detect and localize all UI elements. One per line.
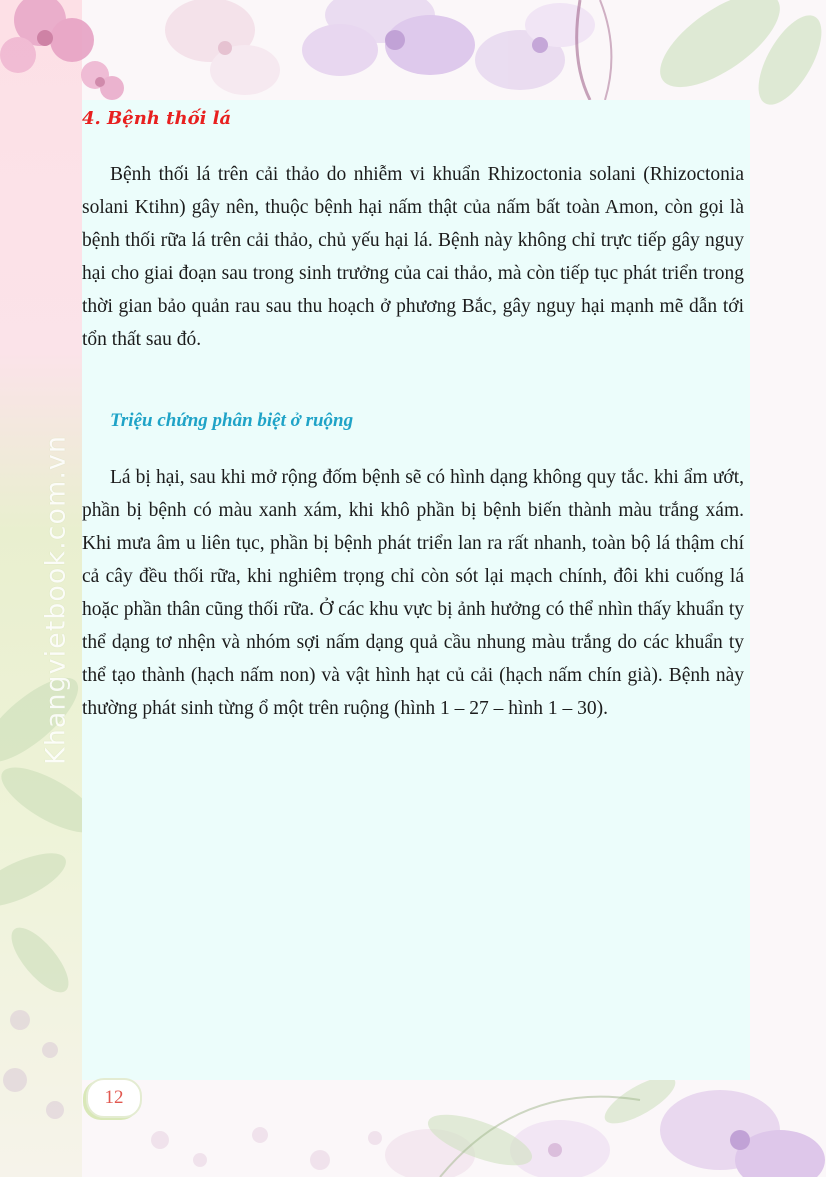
flower-top-left [0, 0, 94, 73]
watermark: Khangvietbook.com.vn [40, 434, 72, 766]
dots-left [3, 1010, 64, 1119]
paragraph-intro: Bệnh thối lá trên cải thảo do nhiễm vi khuẩn Rhizoctonia solani (Rhizoctonia solani Ktihn) gây nên, thuộc bệnh hại nấm thật của nấm bất toàn Amon, còn gọi là bệnh thối rữa lá trên cải thảo, chủ yếu hại lá. Bệnh này không chỉ trực tiếp gây nguy hại cho giai đoạn sau trong sinh trưởng của cai thảo, mà còn tiếp tục phát triển trong thời gian bảo quản rau sau thu hoạch ở phương Bắc, gây nguy hại mạnh mẽ dẫn tới tổn thất sau đó. [82, 164, 744, 350]
dots-bottom [151, 1127, 382, 1170]
flower-top-mid [165, 0, 280, 95]
flower-bottom-right [660, 1090, 825, 1177]
flower-top-left-2 [81, 61, 124, 100]
flower-top-center [302, 0, 475, 76]
section-heading: 4. Bệnh thối lá [82, 108, 232, 129]
subheading-symptoms: Triệu chứng phân biệt ở ruộng [110, 410, 354, 431]
leaf-top-right [645, 0, 826, 114]
paragraph-symptoms: Lá bị hại, sau khi mở rộng đốm bệnh sẽ có hình dạng không quy tắc. khi ẩm ướt, phần bị bệnh có màu xanh xám, khi khô phần bị bệnh biến thành màu trắng xám. Khi mưa âm u liên tục, phần bị bệnh phát triển lan ra rất nhanh, toàn bộ lá thậm chí cả cây đều thối rữa, khi nghiêm trọng chỉ còn sót lại mạch chính, đôi khi cuống lá hoặc phần thân cũng thối rữa. Ở các khu vực bị ảnh hưởng có thể nhìn thấy khuẩn ty thể dạng tơ nhện và nhóm sợi nấm dạng quả cầu nhung màu trắng do các khuẩn ty thể tạo thành (hạch nấm non) và vật hình hạt củ cải (hạch nấm chín già). Bệnh này thường phát sinh từng ổ một trên ruộng (hình 1 – 27 – hình 1 – 30). [82, 467, 744, 719]
page-number: 12 [86, 1078, 142, 1118]
